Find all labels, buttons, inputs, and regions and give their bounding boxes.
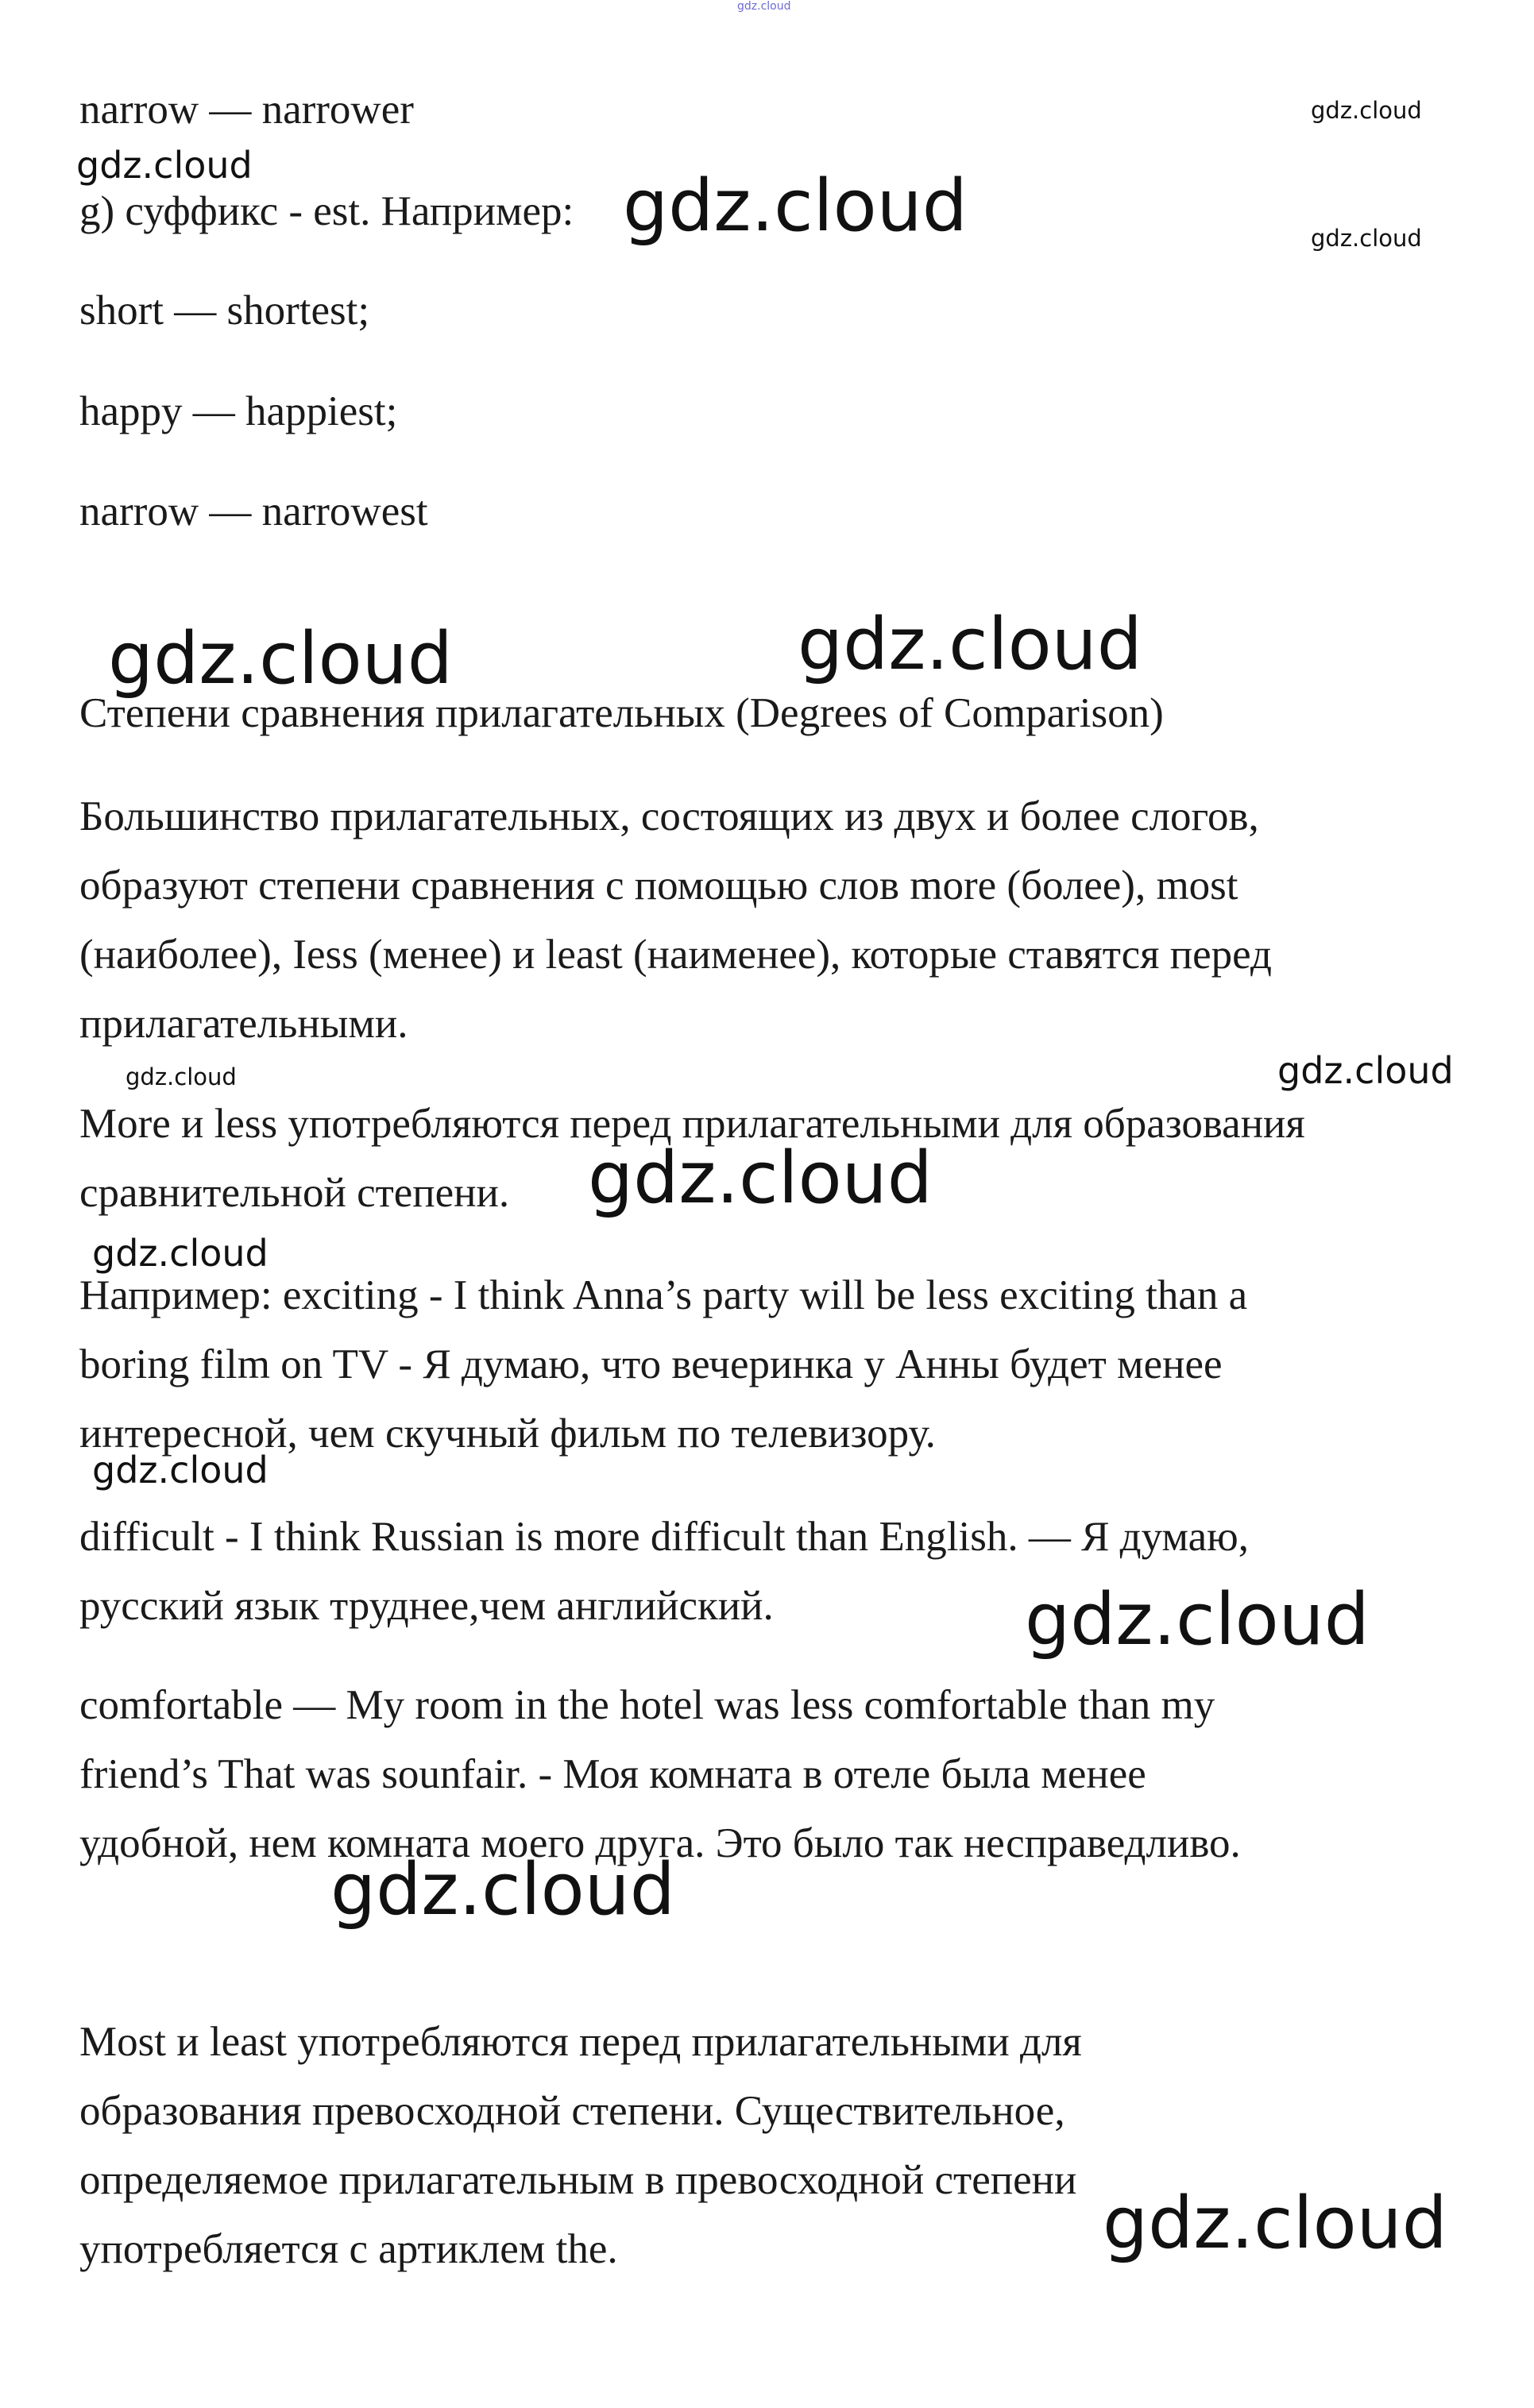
- paragraph-line: сравнительной степени.: [79, 1170, 510, 1216]
- paragraph-line: boring film on TV - Я думаю, что вечеринка у Анны будет менее: [79, 1341, 1223, 1387]
- paragraph-line: русский язык труднее,чем английский.: [79, 1583, 774, 1629]
- paragraph-example-exciting: [79, 1261, 1509, 1468]
- watermark-small: gdz.cloud: [126, 1063, 237, 1090]
- text-line-narrower: narrow — narrower: [79, 87, 414, 133]
- paragraph-example-comfortable: [79, 1671, 1509, 1878]
- paragraph-line: Most и least употребляются перед прилагательными для: [79, 2019, 1082, 2065]
- paragraph-intro: [79, 782, 1509, 1059]
- section-heading: Степени сравнения прилагательных (Degrees of Comparison): [79, 690, 1164, 736]
- watermark-medium: gdz.cloud: [92, 1449, 269, 1491]
- paragraph-line: удобной, нем комната моего друга. Это было так несправедливо.: [79, 1820, 1241, 1866]
- paragraph-line: образования превосходной степени. Существительное,: [79, 2088, 1065, 2134]
- paragraph-line: friend’s That was sounfair. - Моя комната в отеле была менее: [79, 1751, 1146, 1797]
- watermark-large: gdz.cloud: [798, 603, 1142, 686]
- watermark-large: gdz.cloud: [588, 1136, 933, 1220]
- watermark-large: gdz.cloud: [623, 164, 968, 248]
- watermark-large: gdz.cloud: [1025, 1578, 1370, 1661]
- text-line-narrowest: narrow — narrowest: [79, 488, 428, 534]
- text-line-suffix-est: g) суффикс - est. Например:: [79, 188, 574, 234]
- watermark-small: gdz.cloud: [1311, 225, 1422, 252]
- paragraph-line: определяемое прилагательным в превосходной степени: [79, 2157, 1077, 2203]
- paragraph-line: (наиболее), Iess (менее) и least (наименее), которые ставятся перед: [79, 932, 1272, 978]
- paragraph-line: образуют степени сравнения с помощью слов more (более), most: [79, 862, 1238, 909]
- watermark-medium: gdz.cloud: [1277, 1049, 1454, 1092]
- paragraph-line: difficult - I think Russian is more difficult than English. — Я думаю,: [79, 1514, 1249, 1560]
- paragraph-line: интересной, чем скучный фильм по телевизору.: [79, 1410, 936, 1457]
- watermark-medium: gdz.cloud: [76, 144, 253, 187]
- paragraph-line: Например: exciting - I think Anna’s party will be less exciting than a: [79, 1272, 1248, 1318]
- paragraph-line: Большинство прилагательных, состоящих из двух и более слогов,: [79, 793, 1259, 839]
- watermark-top-tiny: gdz.cloud: [737, 0, 791, 13]
- text-line-shortest: short — shortest;: [79, 287, 370, 334]
- watermark-small: gdz.cloud: [1311, 97, 1422, 124]
- paragraph-line: More и less употребляются перед прилагательными для образования: [79, 1101, 1305, 1147]
- paragraph-line: употребляется с артиклем the.: [79, 2226, 618, 2272]
- paragraph-line: comfortable — My room in the hotel was less comfortable than my: [79, 1682, 1215, 1728]
- paragraph-line: прилагательными.: [79, 1001, 408, 1047]
- watermark-large: gdz.cloud: [330, 1848, 675, 1931]
- watermark-large: gdz.cloud: [1103, 2182, 1447, 2265]
- watermark-medium: gdz.cloud: [92, 1232, 269, 1275]
- text-line-happiest: happy — happiest;: [79, 388, 398, 434]
- watermark-large: gdz.cloud: [108, 617, 453, 700]
